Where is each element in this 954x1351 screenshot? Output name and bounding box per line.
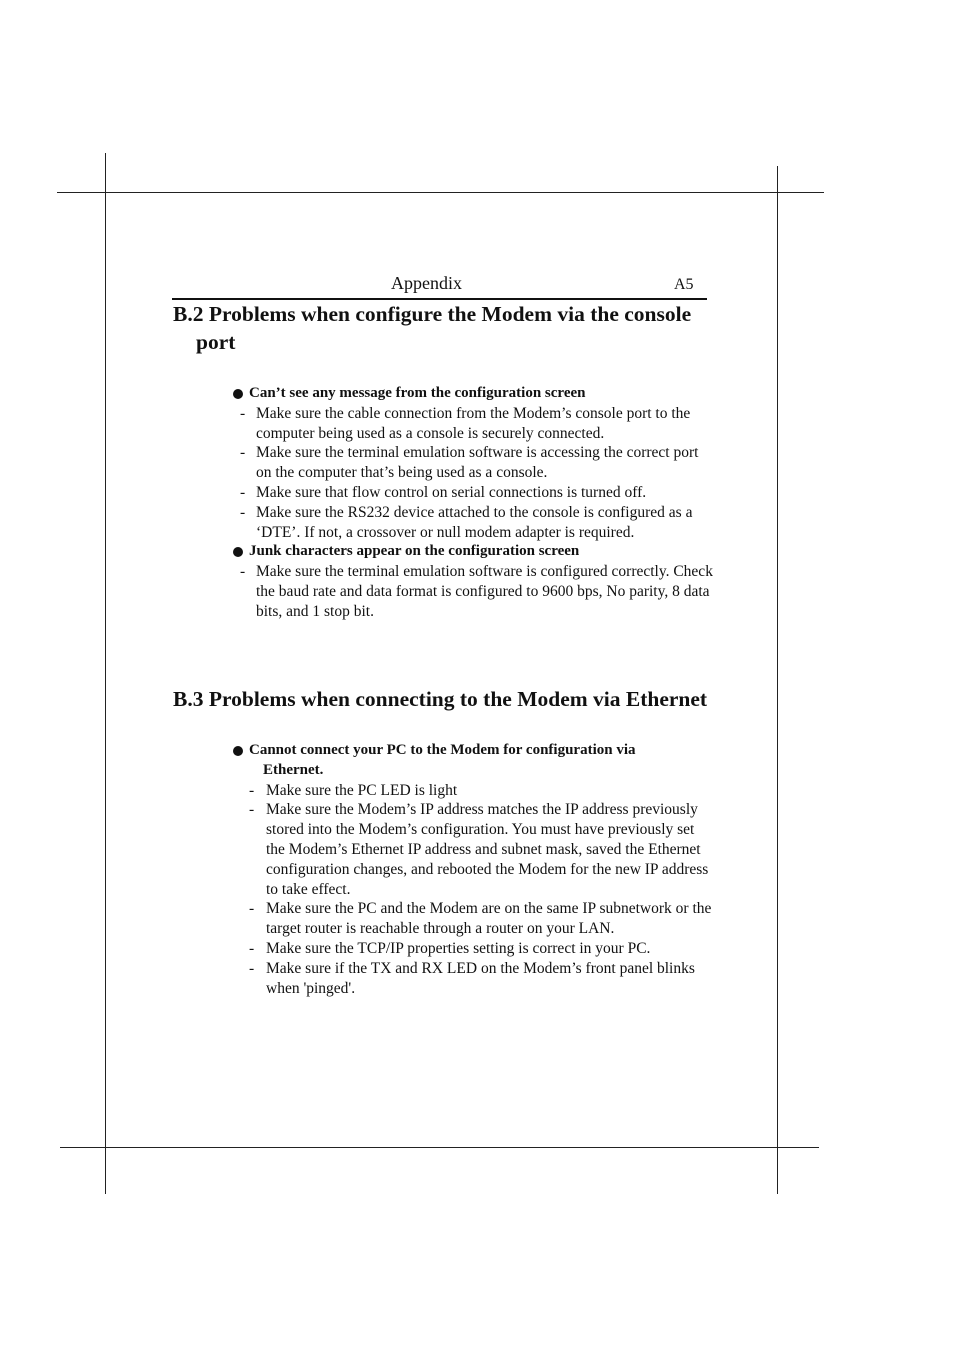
bullet-dot-icon — [233, 746, 243, 756]
list-item: - Make sure the RS232 device attached to the console is configured as a ‘DTE’. If not, a crossover or null modem adapter is required. — [240, 503, 693, 541]
crop-mark-left — [105, 153, 106, 1194]
bullet-heading: Cannot connect your PC to the Modem for configuration via Ethernet. — [173, 741, 713, 781]
list-item: - Make sure that flow control on serial connections is turned off. — [240, 483, 647, 501]
bullet-dot-icon — [233, 547, 243, 557]
list-item: - Make sure the TCP/IP properties setting is correct in your PC. — [249, 939, 651, 957]
crop-mark-bottom — [60, 1147, 819, 1148]
bullet-heading: Can’t see any message from the configuration screen — [173, 384, 713, 404]
list-item: - Make sure the Modem’s IP address matches the IP address previously stored into the Modem’s configuration. You must have previously set the Modem’s Ethernet IP address and subnet mask, saved the Ethernet configuration changes, and rebooted the Modem for the new IP address to take effect. — [249, 801, 709, 898]
list-item: - Make sure the terminal emulation software is accessing the correct port on the computer that’s being used as a console. — [240, 444, 699, 482]
section-heading: B.2 Problems when configure the Modem via the console port — [173, 302, 692, 354]
list-item: - Make sure if the TX and RX LED on the Modem’s front panel blinks when 'pinged'. — [249, 959, 695, 997]
page-number: A5 — [674, 276, 694, 293]
bullet-dot-icon — [233, 389, 243, 399]
crop-mark-top — [57, 192, 824, 193]
running-header-title: Appendix — [391, 273, 462, 293]
list-item: - Make sure the terminal emulation software is configured correctly. Check the baud rate and data format is configured to 9600 bps, No parity, 8 data bits, and 1 stop bit. — [240, 563, 713, 620]
list-item: - Make sure the cable connection from the Modem’s console port to the computer being used as a console is securely connected. — [240, 404, 691, 442]
section-b3 — [173, 685, 713, 998]
section-b2 — [173, 300, 713, 622]
crop-mark-right — [777, 166, 778, 1194]
list-item: - Make sure the PC LED is light — [249, 781, 458, 799]
bullet-heading: Junk characters appear on the configuration screen — [173, 542, 713, 562]
section-heading: B.3 Problems when connecting to the Modem via Ethernet — [173, 687, 708, 711]
list-item: - Make sure the PC and the Modem are on the same IP subnetwork or the target router is reachable through a router on your LAN. — [249, 900, 712, 938]
